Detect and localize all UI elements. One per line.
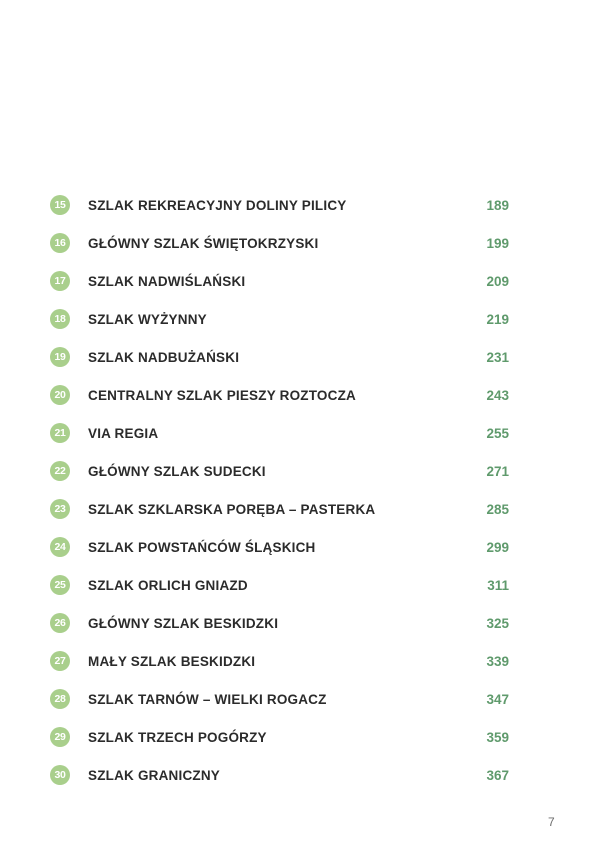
toc-row[interactable] bbox=[50, 490, 512, 528]
chapter-title: MAŁY SZLAK BESKIDZKI bbox=[88, 653, 256, 669]
chapter-page-ref: 339 bbox=[486, 653, 509, 669]
toc-row[interactable] bbox=[50, 642, 512, 680]
chapter-title: GŁÓWNY SZLAK SUDECKI bbox=[88, 463, 266, 479]
chapter-number-badge: 21 bbox=[50, 423, 70, 443]
table-of-contents bbox=[50, 186, 512, 794]
chapter-number-badge: 26 bbox=[50, 613, 70, 633]
chapter-page-ref: 367 bbox=[486, 767, 509, 783]
chapter-number-badge: 23 bbox=[50, 499, 70, 519]
chapter-title: SZLAK POWSTAŃCÓW ŚLĄSKICH bbox=[88, 539, 316, 555]
toc-row[interactable] bbox=[50, 224, 512, 262]
chapter-page-ref: 255 bbox=[486, 425, 509, 441]
page-number: 7 bbox=[548, 815, 555, 829]
chapter-title: SZLAK NADWIŚLAŃSKI bbox=[88, 273, 246, 289]
chapter-title: CENTRALNY SZLAK PIESZY ROZTOCZA bbox=[88, 387, 356, 403]
chapter-page-ref: 243 bbox=[486, 387, 509, 403]
toc-row[interactable] bbox=[50, 338, 512, 376]
chapter-page-ref: 219 bbox=[486, 311, 509, 327]
chapter-title: SZLAK SZKLARSKA PORĘBA – PASTERKA bbox=[88, 501, 376, 517]
toc-row[interactable] bbox=[50, 528, 512, 566]
chapter-number-badge: 27 bbox=[50, 651, 70, 671]
chapter-page-ref: 311 bbox=[487, 577, 509, 593]
chapter-title: SZLAK WYŻYNNY bbox=[88, 311, 207, 327]
chapter-title: GŁÓWNY SZLAK BESKIDZKI bbox=[88, 615, 279, 631]
chapter-number-badge: 16 bbox=[50, 233, 70, 253]
toc-row[interactable] bbox=[50, 756, 512, 794]
chapter-page-ref: 325 bbox=[486, 615, 509, 631]
toc-row[interactable] bbox=[50, 452, 512, 490]
toc-row[interactable] bbox=[50, 604, 512, 642]
chapter-number-badge: 24 bbox=[50, 537, 70, 557]
chapter-page-ref: 199 bbox=[486, 235, 509, 251]
toc-row[interactable] bbox=[50, 186, 512, 224]
chapter-page-ref: 285 bbox=[486, 501, 509, 517]
chapter-title: GŁÓWNY SZLAK ŚWIĘTOKRZYSKI bbox=[88, 235, 319, 251]
chapter-title: SZLAK REKREACYJNY DOLINY PILICY bbox=[88, 197, 347, 213]
chapter-title: SZLAK GRANICZNY bbox=[88, 767, 220, 783]
chapter-title: VIA REGIA bbox=[88, 425, 159, 441]
chapter-page-ref: 347 bbox=[486, 691, 509, 707]
chapter-page-ref: 299 bbox=[486, 539, 509, 555]
chapter-number-badge: 15 bbox=[50, 195, 70, 215]
toc-row[interactable] bbox=[50, 376, 512, 414]
chapter-number-badge: 20 bbox=[50, 385, 70, 405]
chapter-title: SZLAK NADBUŻAŃSKI bbox=[88, 349, 240, 365]
chapter-page-ref: 209 bbox=[486, 273, 509, 289]
chapter-page-ref: 359 bbox=[486, 729, 509, 745]
chapter-number-badge: 22 bbox=[50, 461, 70, 481]
toc-row[interactable] bbox=[50, 566, 512, 604]
toc-row[interactable] bbox=[50, 262, 512, 300]
chapter-page-ref: 189 bbox=[486, 197, 509, 213]
toc-row[interactable] bbox=[50, 718, 512, 756]
chapter-number-badge: 19 bbox=[50, 347, 70, 367]
chapter-title: SZLAK TARNÓW – WIELKI ROGACZ bbox=[88, 691, 327, 707]
chapter-page-ref: 231 bbox=[486, 349, 509, 365]
chapter-title: SZLAK ORLICH GNIAZD bbox=[88, 577, 248, 593]
chapter-number-badge: 29 bbox=[50, 727, 70, 747]
chapter-page-ref: 271 bbox=[486, 463, 509, 479]
chapter-number-badge: 25 bbox=[50, 575, 70, 595]
chapter-number-badge: 28 bbox=[50, 689, 70, 709]
toc-row[interactable] bbox=[50, 414, 512, 452]
chapter-number-badge: 30 bbox=[50, 765, 70, 785]
toc-row[interactable] bbox=[50, 680, 512, 718]
chapter-number-badge: 18 bbox=[50, 309, 70, 329]
toc-row[interactable] bbox=[50, 300, 512, 338]
chapter-number-badge: 17 bbox=[50, 271, 70, 291]
chapter-title: SZLAK TRZECH POGÓRZY bbox=[88, 729, 267, 745]
